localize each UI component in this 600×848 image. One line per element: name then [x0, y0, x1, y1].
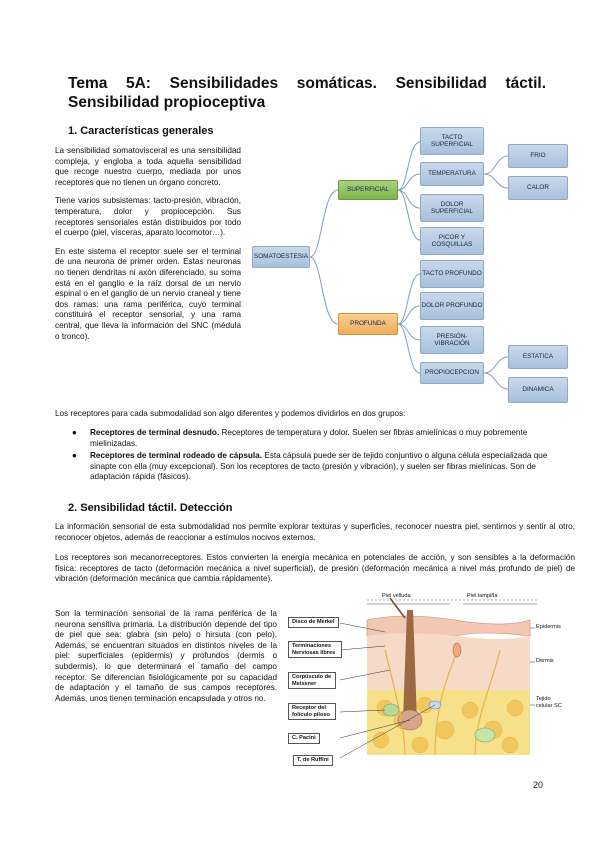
label-ruffini: T. de Ruffini	[293, 755, 333, 766]
page-number: 20	[533, 780, 544, 790]
page-title: Tema 5A: Sensibilidades somáticas. Sensibilidad táctil. Sensibilidad propioceptiva	[68, 75, 546, 111]
node-temperatura: TEMPERATURA	[420, 162, 484, 186]
node-tacto-superficial: TACTO SUPERFICIAL	[420, 127, 484, 155]
bullet-icon: ●	[72, 428, 77, 437]
bullet-icon: ●	[72, 451, 77, 461]
paragraph: Los receptores para cada submodalidad son algo diferentes y podemos dividirlos en dos grupos:	[55, 409, 406, 418]
paragraph: En este sistema el receptor suele ser el terminal de una neurona de primer orden. Estas neuronas no tienen dendritas ni axón diferenciado, su soma está en el ganglio e la raíz dorsal de un nervio espinal o en el ganglio de un nervio craneal y tiene dos ramas: una rama periférica, cuyo terminal constituirá el receptor sensorial, y una rama central, que lleva la información del SNC (médula o tronco).	[55, 246, 241, 341]
list-item-text: Esta cápsula puede ser de tejido conjuntivo o alguna célula especializada que sinapte con ella (muy excepcional). Son los receptores de tacto (presión y vibración), y suelen ser fibras mielínicas. Son de adaptación rápida (fásicos).	[90, 451, 548, 482]
node-dolor-profundo: DOLOR PROFUNDO	[420, 292, 484, 320]
node-estatica: ESTATICA	[508, 345, 568, 369]
receptor-list	[72, 428, 564, 483]
paragraph: Los receptores son mecanorreceptores. Estos convierten la energía mecánica en potenciales de acción, y son sensibles a la deformación física: receptores de tacto (deformación mecánica a nivel superficial), de presión (deformación mecánica a nivel más profundo de piel) de vibración (deformación mecánica que cambia rápidamente).	[55, 553, 575, 584]
node-presion-vibracion: PRESIÓN-VIBRACIÓN	[420, 326, 484, 354]
node-calor: CALOR	[508, 176, 568, 200]
label-pacini: C. Pacini	[288, 733, 320, 744]
paragraph: Son la terminación sensorial de la rama periférica de la neurona sensitiva primaria. La distribución depende del tipo de piel que sea: glabra (sin pelo) o hirsuta (con pelo). Además, se encuentran situados en distintos niveles de la piel: superficiales (epidermis) y profundos (dermis o subdermis), lo que determinará el tamaño del campo receptor. Se diferencian fisiológicamente por su capacidad de adaptación y el tamaño de sus campos receptores. Además, unos tienen terminación encapsulada y otros no.	[55, 609, 277, 703]
node-superficial: SUPERFICIAL	[338, 180, 398, 200]
section-1-column	[55, 146, 241, 342]
skin-label-top-right: Piel lampiña	[467, 593, 498, 599]
somatoestesia-diagram	[252, 122, 572, 412]
node-picor-cosquillas: PICOR Y COSQUILLAS	[420, 227, 484, 255]
layer-tejido-sc: Tejido celular SC	[536, 696, 562, 709]
node-dinamica: DINAMICA	[508, 377, 568, 403]
list-item	[72, 428, 564, 449]
label-foliculo-piloso: Receptor del folículo piloso	[288, 703, 336, 720]
label-meissner: Corpúsculo de Meissner	[288, 672, 336, 689]
list-item-text: Receptores de temperatura y dolor. Suelen ser fibras amielínicas o muy pobremente mielinizadas.	[90, 428, 528, 448]
node-dolor-superficial: DOLOR SUPERFICIAL	[420, 194, 484, 222]
layer-dermis: Dermis	[536, 658, 554, 664]
node-somatoestesia: SOMATOESTESIA	[252, 246, 310, 268]
layer-epidermis: Epidermis	[536, 624, 561, 630]
node-profunda: PROFUNDA	[338, 313, 398, 335]
paragraph: Tiene varios subsistemas: tacto-presión, vibración, temperatura, dolor y propiocepción. Sus receptores sensoriales están distribuidos por todo el cuerpo (piel, vísceras, aparato locomotor…).	[55, 196, 241, 238]
node-propiocepcion: PROPIOCEPCION	[420, 362, 484, 384]
list-item	[72, 451, 564, 483]
section-1-heading: 1. Características generales	[68, 125, 214, 137]
node-tacto-profundo: TACTO PROFUNDO	[420, 260, 484, 288]
label-terminaciones-libres: Terminaciones Nerviosas libres	[288, 641, 342, 658]
section-2-heading: 2. Sensibilidad táctil. Detección	[68, 502, 233, 514]
label-disco-merkel: Disco de Merkel	[288, 617, 339, 628]
skin-receptors-illustration	[285, 590, 563, 770]
node-frio: FRIO	[508, 144, 568, 168]
paragraph: La sensibilidad somatovisceral es una sensibilidad compleja, y engloba a toda aquella sensibilidad que recoge nuestro cuerpo, mediada por unos receptores que no tienen un órgano concreto.	[55, 146, 241, 187]
list-item-bold: Receptores de terminal desnudo.	[90, 428, 220, 437]
paragraph: La información sensorial de esta submodalidad nos permite explorar texturas y superficies, reconocer nuestra piel, sentirnos y sentir al otro, reconocer objetos, además de reaccionar a estímulos nocivos externos.	[55, 522, 575, 542]
list-item-bold: Receptores de terminal rodeado de cápsula.	[90, 451, 262, 461]
skin-label-top-left: Piel velluda	[382, 593, 411, 599]
